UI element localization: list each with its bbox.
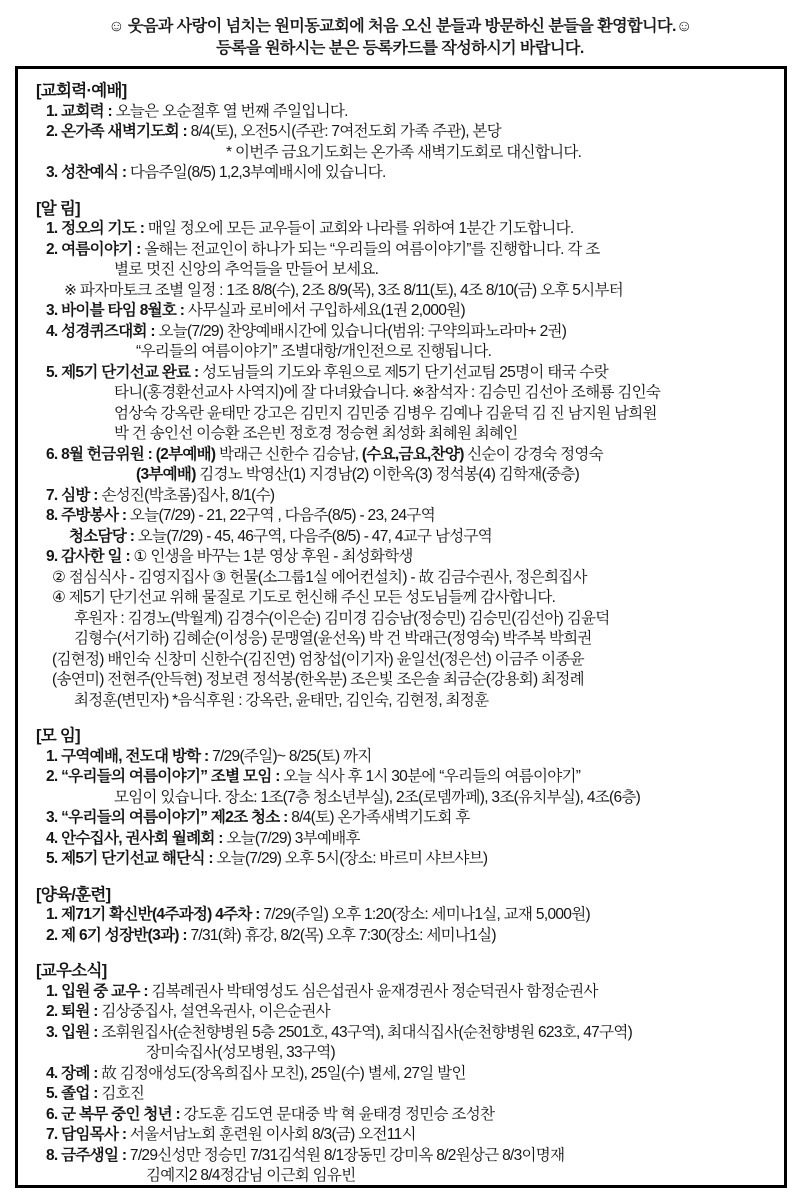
line-label: 5. 제5기 단기선교 해단식 : xyxy=(46,850,217,867)
line-label: 5. 졸업 : xyxy=(46,1085,102,1102)
line-label: 6. 군 복무 중인 청년 : xyxy=(46,1105,184,1123)
line-text: 사무실과 로비에서 구입하세요(1권 2,000원) xyxy=(187,302,465,319)
welcome-header xyxy=(0,0,800,60)
section-title: [교우소식] xyxy=(36,962,107,980)
line-label: 2. 온가족 새벽기도회 : xyxy=(46,123,191,140)
bulletin-line xyxy=(36,982,776,1003)
bulletin-line xyxy=(36,143,776,164)
line-label: 청소담당 : xyxy=(69,527,138,545)
line-text: 7/31(화) 휴강, 8/2(목) 오후 7:30(장소: 세미나1실) xyxy=(190,926,496,944)
line-text: 손성진(박초롬)집사, 8/1(수) xyxy=(101,486,275,504)
line-label: 8. 주방봉사 : xyxy=(46,507,130,524)
line-label: 2. “우리들의 여름이야기” 조별 모임 : xyxy=(46,768,284,785)
bulletin-line xyxy=(36,829,776,850)
bulletin-line xyxy=(36,588,776,609)
bulletin-line xyxy=(36,445,776,466)
line-text: 최정훈(변민자) *음식후원 : 강옥란, 윤태만, 김인숙, 김현정, 최정훈 xyxy=(74,691,489,709)
line-text: 박래근 신한수 김승남, xyxy=(215,445,362,463)
line-label: 1. 교회력 : xyxy=(46,102,116,120)
bulletin-line xyxy=(36,404,776,425)
line-label: 1. 구역예배, 전도대 방학 : xyxy=(46,747,213,765)
line-label: 2. 여름이야기 : xyxy=(46,240,145,258)
line-label: 6. 8월 헌금위원 : xyxy=(46,445,156,463)
bulletin-line xyxy=(36,808,776,829)
bulletin-line xyxy=(36,1064,776,1085)
line-label: 3. 바이블 타임 8월호 : xyxy=(46,302,188,319)
line-text: 김예지2 8/4정감님 이근회 임유빈 xyxy=(146,1167,356,1184)
line-label: 8. 금주생일 : xyxy=(46,1146,130,1164)
section-title: [교회력·예배] xyxy=(36,82,127,100)
line-text: 오늘 식사 후 1시 30분에 “우리들의 여름이야기” xyxy=(283,768,581,785)
bulletin-line xyxy=(36,281,776,302)
line-text: 장미숙집사(성모병원, 33구역) xyxy=(146,1044,335,1061)
bulletin-line xyxy=(36,301,776,322)
bulletin-line xyxy=(36,1002,776,1023)
line-text: 올해는 전교인이 하나가 되는 “우리들의 여름이야기”를 진행합니다. 각 조 xyxy=(144,240,600,258)
line-label: 3. 성찬예식 : xyxy=(46,164,130,181)
line-text: 다음주일(8/5) 1,2,3부예배시에 있습니다. xyxy=(129,164,386,181)
bulletin-line xyxy=(36,486,776,507)
line-text: 별로 멋진 신앙의 추억들을 만들어 보세요. xyxy=(114,261,379,278)
bulletin-line xyxy=(36,670,776,691)
line-text: 오늘(7/29) 찬양예배시간에 있습니다(범위: 구약의파노라마+ 2권) xyxy=(158,322,567,340)
line-label: 3. “우리들의 여름이야기” 제2조 청소 : xyxy=(46,809,292,826)
bulletin-line xyxy=(36,905,776,926)
bulletin-line xyxy=(36,547,776,568)
line-label: 3. 입원 : xyxy=(46,1023,102,1041)
line-text: 8/4(토) 온가족새벽기도회 후 xyxy=(291,809,470,826)
line-label: 1. 제71기 확신반(4주과정) 4주차 : xyxy=(46,906,264,923)
section-title: [모 임] xyxy=(36,727,80,745)
bulletin-line xyxy=(36,1105,776,1126)
line-text: 故 김정애성도(장옥희집사 모친), 25일(수) 별세, 27일 발인 xyxy=(101,1064,466,1082)
line-label: 2. 퇴원 : xyxy=(46,1003,102,1020)
welcome-line-2: 등록을 원하시는 분은 등록카드를 작성하시기 바랍니다. xyxy=(216,40,584,57)
line-text: 7/29(주일) 오후 1:20(장소: 세미나1실, 교재 5,000원) xyxy=(263,906,590,923)
bulletin-line xyxy=(36,363,776,384)
line-text: * 이번주 금요기도회는 온가족 새벽기도회로 대신합니다. xyxy=(226,143,582,161)
bulletin-line xyxy=(36,342,776,363)
line-text: 7/29신성만 정승민 7/31김석원 8/1장동민 강미옥 8/2원상근 8/3이명재 xyxy=(129,1146,565,1164)
line-text: 김호진 xyxy=(101,1085,145,1102)
bulletin-line xyxy=(36,650,776,671)
line-text: 오늘(7/29) - 45, 46구역, 다음주(8/5) - 47, 4교구 남성구역 xyxy=(137,527,493,545)
line-text: ④ 제5기 단기선교 위해 물질로 기도로 헌신해 주신 모든 성도님들께 감사합니다. xyxy=(52,589,556,606)
bulletin-line xyxy=(36,849,776,870)
line-text: 강도훈 김도연 문대중 박 혁 윤태경 정민승 조성찬 xyxy=(183,1105,495,1123)
line-text: 박 건 송인선 이승환 조은빈 정호경 정승현 최성화 최혜원 최혜인 xyxy=(114,425,518,442)
line-label: (2부예배) xyxy=(155,445,216,463)
line-label: 4. 장례 : xyxy=(46,1064,102,1082)
bulletin-line xyxy=(36,691,776,712)
bulletin-line xyxy=(36,465,776,486)
bulletin-line xyxy=(36,240,776,261)
line-label: 7. 심방 : xyxy=(46,486,102,504)
section xyxy=(36,81,776,184)
line-label: 1. 정오의 기도 : xyxy=(46,220,148,237)
section-title: [알 림] xyxy=(36,199,80,218)
line-label: (3부예배) xyxy=(136,466,196,483)
section-title: [양육/훈련] xyxy=(36,885,111,904)
section xyxy=(36,726,776,870)
line-label: 7. 담임목사 : xyxy=(46,1126,130,1143)
line-label: 5. 제5기 단기선교 완료 : xyxy=(46,363,203,381)
line-text: 서울서남노회 훈련원 이사회 8/3(금) 오전11시 xyxy=(129,1126,416,1143)
line-text: 7/29(주일)~ 8/25(토) 까지 xyxy=(212,747,372,765)
bulletin-line xyxy=(36,506,776,527)
line-label: 4. 안수집사, 권사회 월례회 : xyxy=(46,829,227,847)
bulletin-line xyxy=(36,1043,776,1064)
line-text: 김형수(서기하) 김혜순(이성응) 문맹열(윤선옥) 박 건 박래근(정영숙) 박주복 박희권 xyxy=(74,630,592,647)
line-text: 엄상숙 강옥란 윤태만 강고은 김민지 김민중 김병우 김예나 김윤덕 김 진 남지원 남희원 xyxy=(114,404,657,422)
line-text: 모임이 있습니다. 장소: 1조(7층 청소년부실), 2조(로뎀까페), 3조(유치부실), 4조(6층) xyxy=(114,788,641,806)
bulletin-line xyxy=(36,1023,776,1044)
line-text: 오늘은 오순절후 열 번째 주일입니다. xyxy=(115,102,348,120)
line-text: 오늘(7/29) 오후 5시(장소: 바르미 샤브샤브) xyxy=(216,850,488,867)
line-text: 성도님들의 기도와 후원으로 제5기 단기선교팀 25명이 태국 수랏 xyxy=(202,363,608,381)
line-text: 김경노 박영산(1) 지경남(2) 이한옥(3) 정석봉(4) 김학재(중층) xyxy=(195,466,580,483)
bulletin-line xyxy=(36,219,776,240)
line-text: 조휘원집사(순천향병원 5층 2501호, 43구역), 최대식집사(순천향병원 623호, 47구역) xyxy=(101,1023,633,1041)
bulletin-line xyxy=(36,424,776,445)
line-text: 신순이 강경숙 정영숙 xyxy=(463,445,603,463)
line-text: 매일 정오에 모든 교우들이 교회와 나라를 위하여 1분간 기도합니다. xyxy=(147,220,574,237)
bulletin-line xyxy=(36,568,776,589)
line-text: 김상중집사, 설연옥권사, 이은순권사 xyxy=(101,1003,330,1020)
line-text: 김복례권사 박태영성도 심은섭권사 윤재경권사 정순덕권사 함정순권사 xyxy=(151,982,598,1000)
bulletin-line xyxy=(36,747,776,768)
line-text: ② 점심식사 - 김영지집사 ③ 헌물(소그룹1실 에어컨설치) - 故 김금수권사, 정은희집사 xyxy=(52,568,587,586)
line-text: (김현정) 배인숙 신창미 신한수(김진연) 엄창섭(이기자) 윤일선(정은선) 이금주 이종윤 xyxy=(52,650,584,668)
bulletin-line xyxy=(36,1146,776,1167)
bulletin-line xyxy=(36,609,776,630)
line-text: 오늘(7/29) 3부예배후 xyxy=(226,829,360,847)
line-text: 오늘(7/29) - 21, 22구역 , 다음주(8/5) - 23, 24구역 xyxy=(129,507,435,524)
section xyxy=(36,199,776,712)
line-text: 8/4(토), 오전5시(주관: 7여전도회 가족 주관), 본당 xyxy=(190,123,501,140)
line-text: 타니(홍경환선교사 사역지)에 잘 다녀왔습니다. ※참석자 : 김승민 김선아 조해룡 김인숙 xyxy=(114,384,661,401)
bulletin-line xyxy=(36,926,776,947)
bulletin-line xyxy=(36,788,776,809)
bulletin-line xyxy=(36,1166,776,1187)
bulletin-line xyxy=(36,383,776,404)
bulletin-line xyxy=(36,122,776,143)
bulletin-line xyxy=(36,629,776,650)
bulletin-line xyxy=(36,322,776,343)
bulletin-line xyxy=(36,102,776,123)
line-text: 후원자 : 김경노(박월계) 김경수(이은순) 김미경 김승남(정승민) 김승민(김선아) 김윤덕 xyxy=(74,609,610,627)
section xyxy=(36,885,776,947)
bulletin-line xyxy=(36,163,776,184)
line-label: 1. 입원 중 교우 : xyxy=(46,982,152,1000)
bulletin-line xyxy=(36,1084,776,1105)
welcome-line-1: ☺ 웃음과 사랑이 넘치는 원미동교회에 처음 오신 분들과 방문하신 분들을 환영합니다.☺ xyxy=(108,18,692,35)
line-label: 2. 제 6기 성장반(3과) : xyxy=(46,926,191,944)
line-label: 4. 성경퀴즈대회 : xyxy=(46,322,159,340)
line-text: ① 인생을 바꾸는 1분 영상 후원 - 최성화학생 xyxy=(133,548,413,565)
line-text: (송연미) 전현주(안득현) 정보련 정석봉(한옥분) 조은빛 조은솔 최금순(강용회) 최정례 xyxy=(52,671,584,688)
bulletin-line xyxy=(36,767,776,788)
line-label: 9. 감사한 일 : xyxy=(46,548,134,565)
line-label: (수요,금요,찬양) xyxy=(361,445,464,463)
line-text: “우리들의 여름이야기” 조별대항/개인전으로 진행됩니다. xyxy=(136,343,492,360)
bulletin-box xyxy=(15,66,787,1188)
bulletin-line xyxy=(36,1125,776,1146)
line-text: ※ 파자마토크 조별 일정 : 1조 8/8(수), 2조 8/9(목), 3조 8/11(토), 4조 8/10(금) 오후 5시부터 xyxy=(64,281,623,299)
bulletin-line xyxy=(36,260,776,281)
bulletin-line xyxy=(36,527,776,548)
section xyxy=(36,961,776,1187)
